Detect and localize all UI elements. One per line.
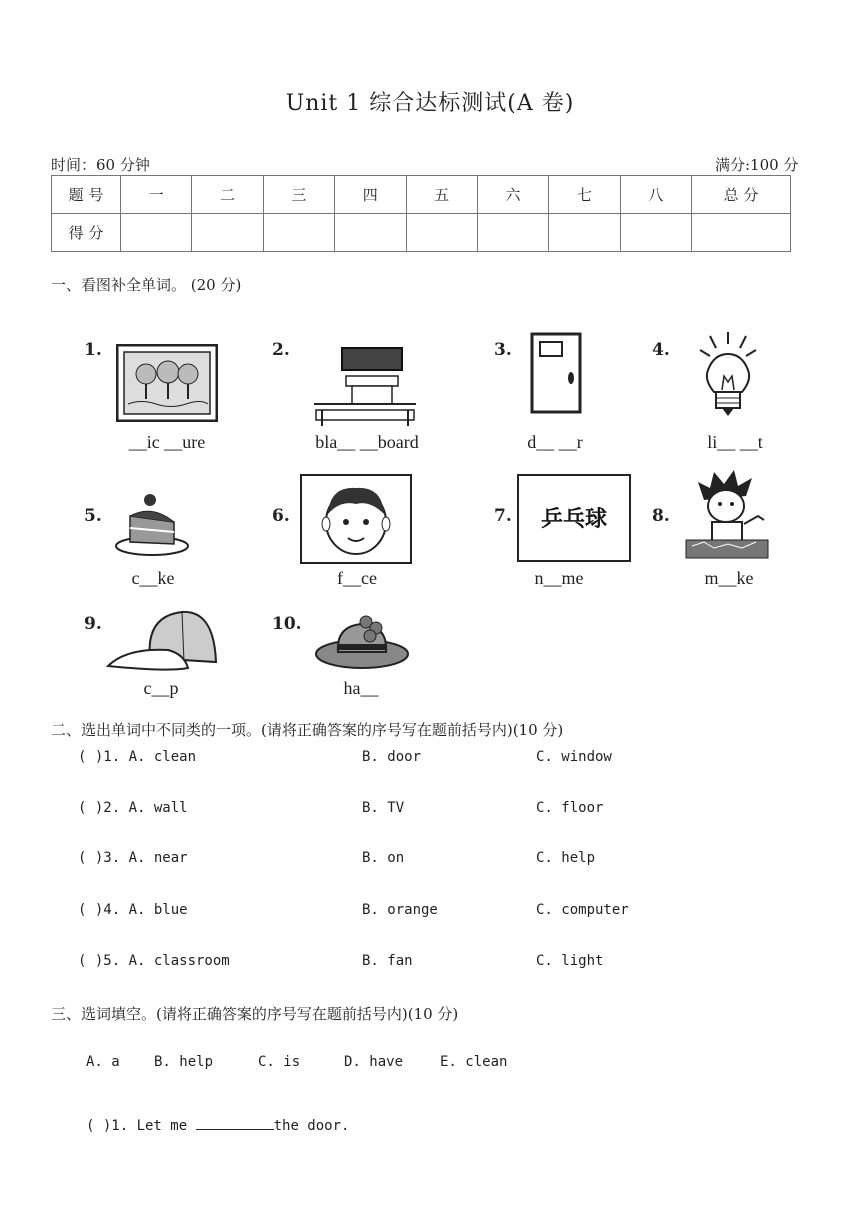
exam-time: 时间：60 分钟: [51, 156, 150, 174]
cap-icon: [106, 606, 218, 676]
question-prefix: ( )5. A. classroom: [78, 953, 230, 969]
word-option: C. is: [258, 1054, 301, 1070]
table-cell: 五: [406, 176, 477, 214]
item-number: 10.: [272, 614, 302, 634]
option-b: B. fan: [362, 953, 413, 969]
section3-title: 三、选词填空。(请将正确答案的序号写在题前括号内)(10 分): [51, 1005, 459, 1023]
score-input-cell[interactable]: [477, 214, 548, 252]
option-c: C. light: [536, 953, 604, 969]
question-suffix: the door.: [273, 1118, 350, 1134]
hat-icon: [314, 606, 412, 672]
item-number: 3.: [494, 340, 512, 360]
boy-making-icon: [684, 470, 770, 562]
item-number: 2.: [272, 340, 290, 360]
score-input-cell[interactable]: [335, 214, 406, 252]
option-c: C. computer: [536, 902, 629, 918]
blackboard-icon: [312, 346, 418, 426]
option-b: B. on: [362, 850, 405, 866]
full-score: 满分:100 分: [715, 156, 799, 174]
question-prefix: ( )1. A. clean: [78, 749, 197, 765]
name-card-text: 乒乓球: [540, 507, 608, 532]
score-input-cell[interactable]: [620, 214, 691, 252]
word-option: E. clean: [440, 1054, 508, 1070]
word-option: A. a: [86, 1054, 120, 1070]
section2-title: 二、选出单词中不同类的一项。(请将正确答案的序号写在题前括号内)(10 分): [51, 721, 564, 739]
cake-icon: [112, 490, 192, 558]
word-option: D. have: [344, 1054, 404, 1070]
table-cell: 七: [549, 176, 620, 214]
answer-blank[interactable]: [196, 1115, 274, 1130]
option-c: C. floor: [536, 800, 604, 816]
item-number: 4.: [652, 340, 670, 360]
score-input-cell[interactable]: [549, 214, 620, 252]
table-cell: 题 号: [52, 176, 121, 214]
name-card-icon: [517, 474, 631, 562]
word-option: B. help: [154, 1054, 214, 1070]
item-number: 6.: [272, 506, 290, 526]
table-cell: 六: [477, 176, 548, 214]
table-cell: 得 分: [52, 214, 121, 252]
word-blank: c__p: [143, 678, 179, 698]
word-blank: __ic __ure: [128, 432, 206, 452]
score-input-cell[interactable]: [263, 214, 334, 252]
score-input-cell[interactable]: [192, 214, 263, 252]
score-input-cell[interactable]: [692, 214, 791, 252]
word-blank: f__ce: [337, 568, 377, 588]
door-icon: [530, 332, 582, 414]
option-b: B. orange: [362, 902, 438, 918]
word-blank: d__ __r: [527, 432, 583, 452]
option-b: B. door: [362, 749, 422, 765]
question-prefix: ( )4. A. blue: [78, 902, 188, 918]
fill-question: [86, 1115, 349, 1134]
question-prefix: ( )2. A. wall: [78, 800, 188, 816]
section1-title: 一、看图补全单词。 (20 分): [51, 276, 242, 294]
item-number: 8.: [652, 506, 670, 526]
option-c: C. window: [536, 749, 612, 765]
word-blank: bla__ __board: [315, 432, 419, 452]
score-input-cell[interactable]: [406, 214, 477, 252]
page-title: Unit 1 综合达标测试(A 卷): [285, 91, 575, 116]
word-blank: m__ke: [704, 568, 754, 588]
score-table-score-row: [52, 214, 791, 252]
score-input-cell[interactable]: [121, 214, 192, 252]
face-icon: [300, 474, 412, 564]
table-cell: 四: [335, 176, 406, 214]
word-blank: c__ke: [131, 568, 175, 588]
option-b: B. TV: [362, 800, 405, 816]
score-table-header-row: [52, 176, 791, 214]
table-cell: 二: [192, 176, 263, 214]
table-cell: 八: [620, 176, 691, 214]
question-prefix: ( )1. Let me: [86, 1118, 188, 1134]
table-cell: 三: [263, 176, 334, 214]
word-blank: ha__: [343, 678, 379, 698]
score-table: [51, 175, 791, 252]
option-c: C. help: [536, 850, 596, 866]
item-number: 9.: [84, 614, 102, 634]
question-prefix: ( )3. A. near: [78, 850, 188, 866]
word-blank: n__me: [534, 568, 584, 588]
light-bulb-icon: [696, 330, 760, 426]
table-cell: 总 分: [692, 176, 791, 214]
item-number: 5.: [84, 506, 102, 526]
word-blank: li__ __t: [707, 432, 763, 452]
picture-icon: [116, 344, 218, 422]
item-number: 1.: [84, 340, 102, 360]
item-number: 7.: [494, 506, 512, 526]
table-cell: 一: [121, 176, 192, 214]
